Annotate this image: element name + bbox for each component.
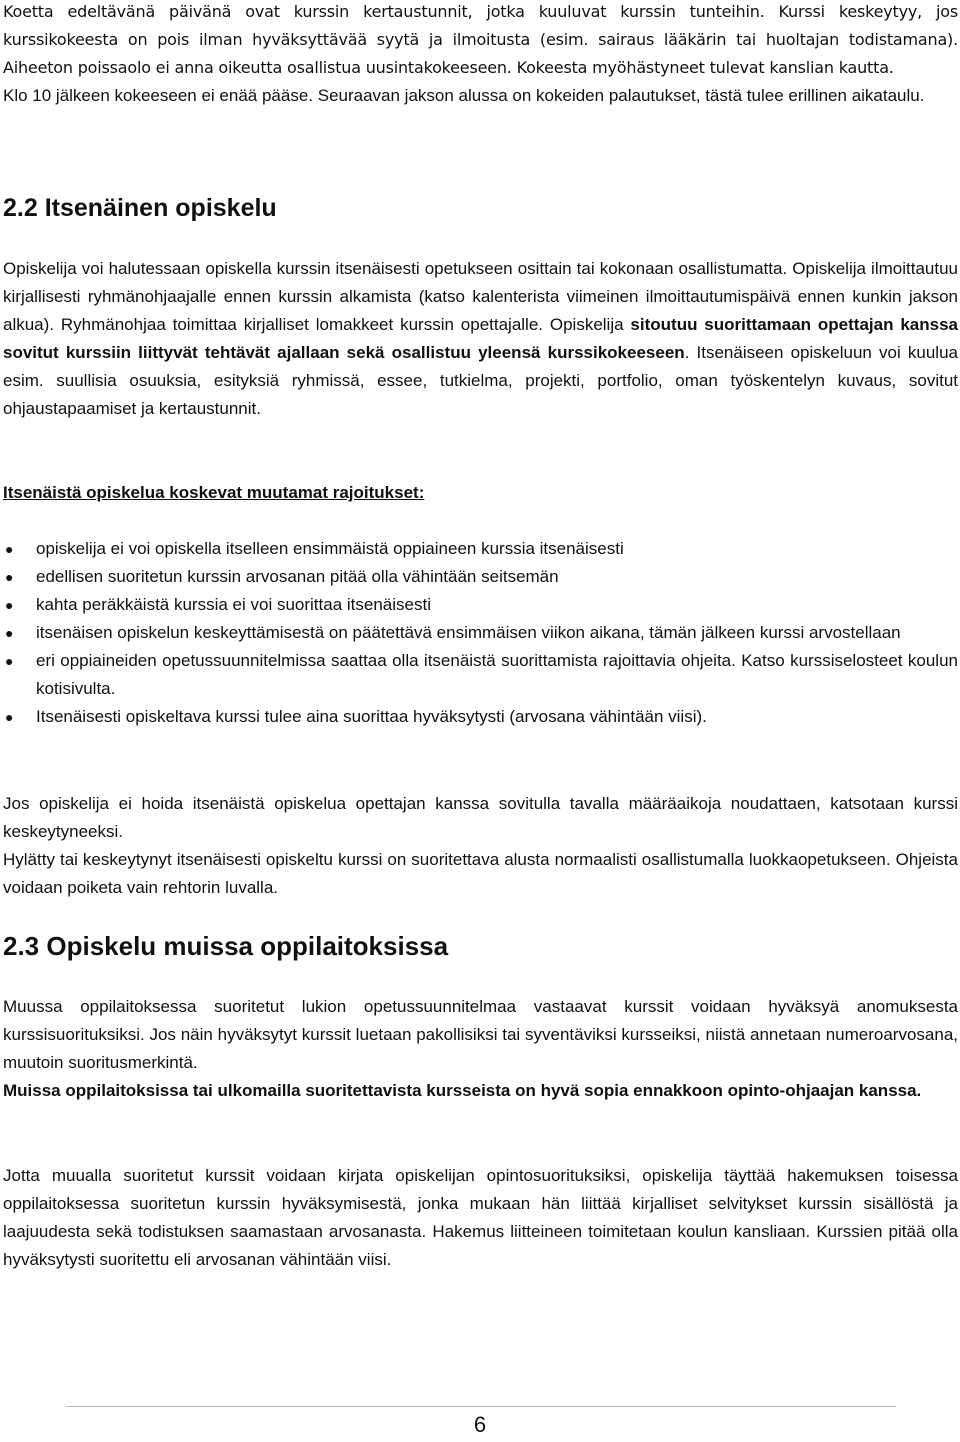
other-schools-paragraph: Muussa oppilaitoksessa suoritetut lukion opetussuunnitelmaa vastaavat kurssit voidaan hyväksyä anomuksesta kurssisuorituksiksi. Jos näin hyväksytyt kurssit luetaan pakollisiksi tai syventäviksi kursseiksi, niistä annetaan numeroarvosana, muutoin suoritusmerkintä.	[3, 997, 958, 1072]
independent-study-text-a: Opiskelija voi halutessaan opiskella kurssin itsenäisesti opetukseen osittain tai kokonaan osallistumatta. Opiskelija ilmoittautuu kirjallisesti ryhmänohjaajalle ennen kurssin alkamista (katso kalenterista viimeinen ilmoittautumispäivä ennen kunkin jakson alkua). Ryhmänohjaa toimittaa kirjalliset lomakkeet kurssin opettajalle. Opiskelija	[3, 259, 958, 334]
list-item-text: edellisen suoritetun kurssin arvosanan pitää olla vähintään seitsemän	[36, 567, 559, 586]
top-paragraph-part1: Koetta edeltävänä päivänä ovat kurssin kertaustunnit, jotka kuuluvat kurssin tunteihin. Kurssi keskeytyy, jos kurssikokeesta on pois ilman hyväksyttävää syytä ja ilmoitusta (esim. sairaus lääkärin tai huoltajan todistamana). Aiheeton poissaolo ei anna oikeutta osallistua uusintakokeeseen. Kokeesta myöhästyneet tulevat kanslian kautta.	[3, 2, 958, 77]
list-item-text: itsenäisen opiskelun keskeyttämisestä on päätettävä ensimmäisen viikon aikana, tämän jälkeen kurssi arvostellaan	[36, 623, 901, 642]
limits-title-text: Itsenäistä opiskelua koskevat muutamat rajoitukset:	[3, 483, 425, 502]
bullet-icon: ●	[5, 597, 14, 613]
list-item	[3, 563, 958, 591]
list-item-text: opiskelija ei voi opiskella itselleen ensimmäistä oppiaineen kurssia itsenäisesti	[36, 539, 624, 558]
top-paragraph-part2: Klo 10 jälkeen kokeeseen ei enää pääse. Seuraavan jakson alussa on kokeiden palautukset, tästä tulee erillinen aikataulu.	[3, 86, 925, 105]
limits-list	[3, 535, 958, 731]
bullet-icon: ●	[5, 653, 14, 669]
bullet-icon: ●	[5, 541, 14, 557]
independent-study-bold-text: sitoutuu suorittamaan opettajan kanssa sovitut kurssiin liittyvät tehtävät ajallaan sekä osallistuu yleensä kurssikokeeseen	[3, 315, 958, 362]
other-schools-bold-text: Muissa oppilaitoksissa tai ulkomailla suoritettavista kursseista on hyvä sopia ennakkoon opinto-ohjaajan kanssa.	[3, 1081, 922, 1100]
list-item	[3, 647, 958, 703]
list-item	[3, 703, 958, 731]
list-item-text: eri oppiaineiden opetussuunnitelmissa saattaa olla itsenäistä suorittamista rajoittavia ohjeita. Katso kurssiselosteet koulun kotisivulta.	[36, 651, 958, 698]
page-number: 6	[473, 1412, 487, 1437]
failed-course-paragraph: Hylätty tai keskeytynyt itsenäisesti opiskeltu kurssi on suoritettava alusta normaalisti osallistumalla luokkaopetukseen. Ohjeista voidaan poiketa vain rehtorin luvalla.	[3, 850, 958, 897]
independent-study-text-b: . Itsenäiseen opiskeluun voi kuulua esim. suullisia osuuksia, esityksiä ryhmissä, essee, tutkielma, projekti, portfolio, oman työskentelyn kuvaus, sovitut ohjaustapaamiset ja kertaustunnit.	[3, 343, 958, 418]
list-item	[3, 591, 958, 619]
section-heading-2-3: 2.3 Opiskelu muissa oppilaitoksissa	[3, 931, 449, 961]
other-schools-bold-paragraph	[3, 1077, 958, 1105]
list-item	[3, 619, 958, 647]
bullet-icon: ●	[5, 569, 14, 585]
footer-divider	[66, 1406, 896, 1407]
bullet-icon: ●	[5, 709, 14, 725]
application-paragraph: Jotta muualla suoritetut kurssit voidaan kirjata opiskelijan opintosuorituksiksi, opiskelija täyttää hakemuksen toisessa oppilaitoksessa suoritetun kurssin hyväksymisestä, jonka mukaan hän liittää kirjalliset selvitykset kurssin sisällöstä ja laajuudesta sekä todistuksen saamastaan arvosanasta. Hakemus liitteineen toimitetaan koulun kansliaan. Kurssien pitää olla hyväksytysti suoritettu eli arvosanan vähintään viisi.	[3, 1166, 958, 1269]
independent-study-paragraph	[3, 255, 958, 423]
list-item-text: Itsenäisesti opiskeltava kurssi tulee aina suorittaa hyväksytysti (arvosana vähintään viisi).	[36, 707, 707, 726]
limits-title	[3, 479, 958, 507]
bullet-icon: ●	[5, 625, 14, 641]
interruption-paragraph: Jos opiskelija ei hoida itsenäistä opiskelua opettajan kanssa sovitulla tavalla määräaikoja noudattaen, katsotaan kurssi keskeytyneeksi.	[3, 794, 958, 841]
list-item	[3, 535, 958, 563]
list-item-text: kahta peräkkäistä kurssia ei voi suorittaa itsenäisesti	[36, 595, 431, 614]
section-heading-2-2: 2.2 Itsenäinen opiskelu	[3, 194, 277, 222]
